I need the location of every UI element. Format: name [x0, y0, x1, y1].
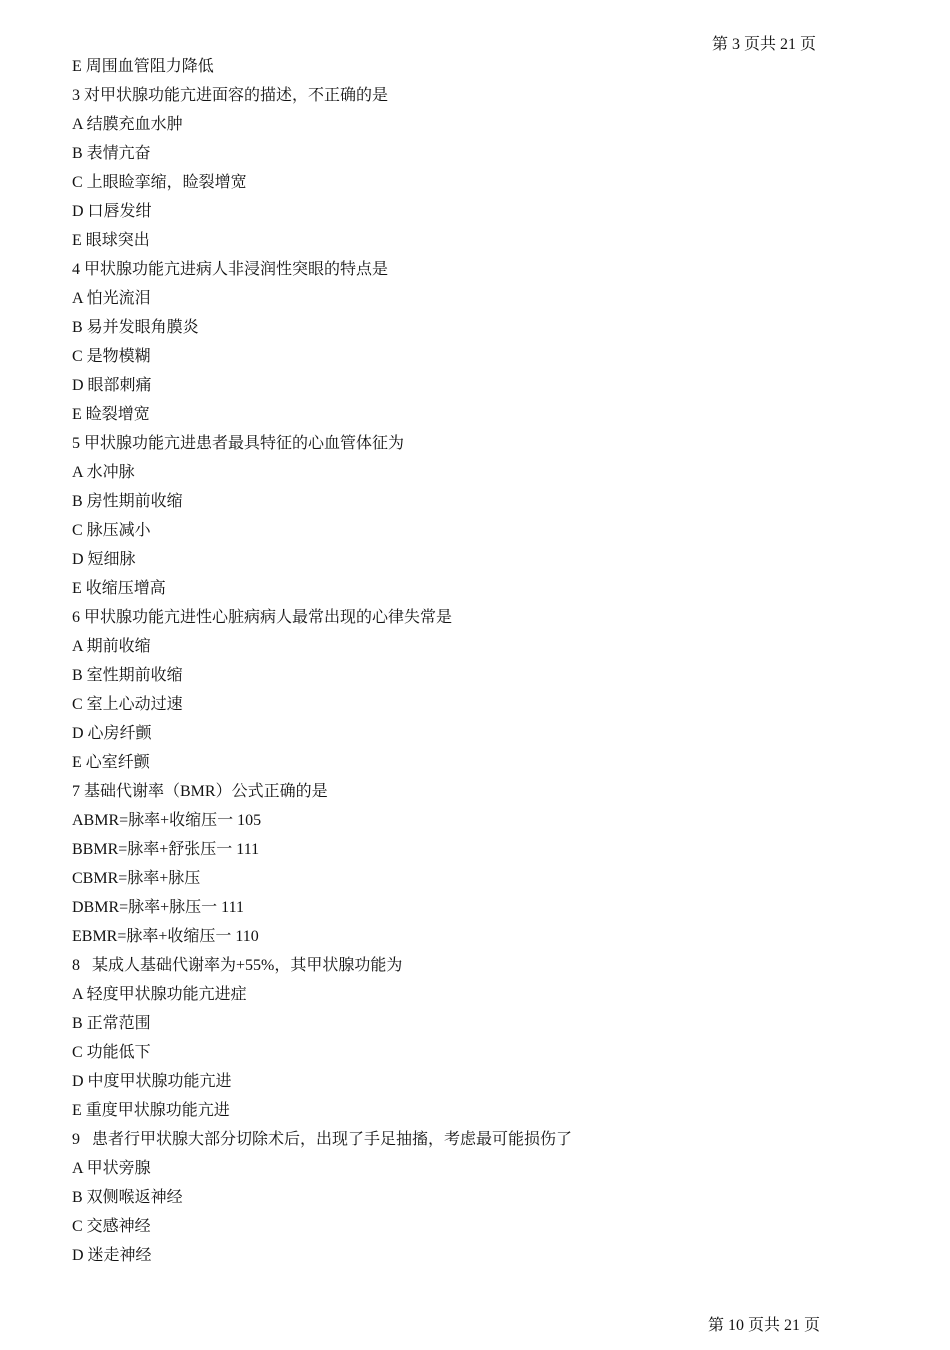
question-line: 3 对甲状腺功能亢进面容的描述，不正确的是: [72, 87, 389, 104]
option-line: E 周围血管阻力降低: [72, 58, 214, 75]
option-line: B 房性期前收缩: [72, 493, 183, 510]
option-line: C 上眼睑挛缩，睑裂增宽: [72, 174, 247, 191]
option-line: D 短细脉: [72, 551, 136, 568]
option-line: A 水冲脉: [72, 464, 135, 481]
option-line: B 室性期前收缩: [72, 667, 183, 684]
option-line: E 睑裂增宽: [72, 406, 150, 423]
question-line: 4 甲状腺功能亢进病人非浸润性突眼的特点是: [72, 261, 389, 278]
question-line: 5 甲状腺功能亢进患者最具特征的心血管体征为: [72, 435, 405, 452]
option-line: D 口唇发绀: [72, 203, 152, 220]
option-line: D 心房纤颤: [72, 725, 152, 742]
option-line: D 眼部刺痛: [72, 377, 152, 394]
option-line: ABMR=脉率+收缩压一 105: [72, 812, 262, 829]
header-page-number: 第 3 页共 21 页: [712, 36, 817, 53]
question-line: 6 甲状腺功能亢进性心脏病病人最常出现的心律失常是: [72, 609, 453, 626]
option-line: D 迷走神经: [72, 1247, 152, 1264]
option-line: EBMR=脉率+收缩压一 110: [72, 928, 259, 945]
option-line: E 眼球突出: [72, 232, 150, 249]
option-line: C 功能低下: [72, 1044, 151, 1061]
option-line: C 交感神经: [72, 1218, 151, 1235]
question-line: 7 基础代谢率（BMR）公式正确的是: [72, 783, 328, 800]
option-line: B 易并发眼角膜炎: [72, 319, 199, 336]
option-line: A 甲状旁腺: [72, 1160, 151, 1177]
option-line: C 是物模糊: [72, 348, 151, 365]
option-line: B 表情亢奋: [72, 145, 151, 162]
footer-page-number: 第 10 页共 21 页: [708, 1317, 821, 1334]
option-line: D 中度甲状腺功能亢进: [72, 1073, 232, 1090]
option-line: DBMR=脉率+脉压一 111: [72, 899, 244, 916]
option-line: E 收缩压增高: [72, 580, 166, 597]
option-line: C 脉压减小: [72, 522, 151, 539]
option-line: E 重度甲状腺功能亢进: [72, 1102, 230, 1119]
option-line: A 结膜充血水肿: [72, 116, 183, 133]
option-line: A 怕光流泪: [72, 290, 151, 307]
option-line: C 室上心动过速: [72, 696, 183, 713]
option-line: BBMR=脉率+舒张压一 111: [72, 841, 260, 858]
option-line: A 轻度甲状腺功能亢进症: [72, 986, 247, 1003]
option-line: A 期前收缩: [72, 638, 151, 655]
question-line: 8 某成人基础代谢率为+55%，其甲状腺功能为: [72, 957, 403, 974]
option-line: CBMR=脉率+脉压: [72, 870, 201, 887]
question-line: 9 患者行甲状腺大部分切除术后，出现了手足抽搐，考虑最可能损伤了: [72, 1131, 573, 1148]
option-line: E 心室纤颤: [72, 754, 150, 771]
option-line: B 正常范围: [72, 1015, 151, 1032]
question-content: [72, 52, 872, 1270]
option-line: B 双侧喉返神经: [72, 1189, 183, 1206]
